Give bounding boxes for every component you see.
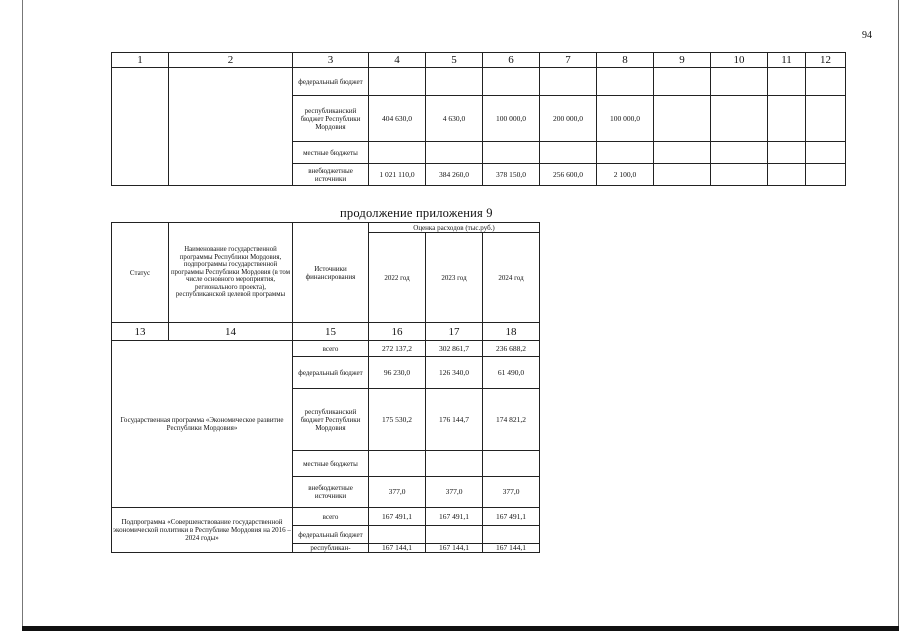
page-frame-right-line (898, 0, 899, 630)
value-cell (483, 68, 540, 96)
column-number: 3 (293, 53, 369, 68)
funding-source-label: республикан- (293, 544, 369, 553)
value-cell: 377,0 (426, 477, 483, 508)
funding-source-label: республиканский бюджет Республики Мордовия (293, 96, 369, 142)
value-cell: 404 630,0 (369, 96, 426, 142)
value-cell (711, 164, 768, 186)
value-cell: 167 144,1 (483, 544, 540, 553)
status-cell-empty (112, 68, 169, 186)
value-cell (540, 68, 597, 96)
value-cell (540, 142, 597, 164)
funding-source-label: внебюджетные источники (293, 164, 369, 186)
value-cell (426, 451, 483, 477)
table-row (112, 68, 846, 96)
funding-source-label: федеральный бюджет (293, 68, 369, 96)
name-cell-empty (169, 68, 293, 186)
program-name: Государственная программа «Экономическое развитие Республики Мордовия» (112, 341, 293, 508)
value-cell (426, 68, 483, 96)
header-row (112, 223, 540, 233)
value-cell: 256 600,0 (540, 164, 597, 186)
funding-source-label: всего (293, 341, 369, 357)
value-cell: 377,0 (483, 477, 540, 508)
value-cell: 1 021 110,0 (369, 164, 426, 186)
value-cell (369, 451, 426, 477)
funding-source-label: федеральный бюджет (293, 357, 369, 389)
value-cell: 167 491,1 (483, 508, 540, 526)
value-cell (711, 96, 768, 142)
column-number: 5 (426, 53, 483, 68)
value-cell (806, 164, 846, 186)
funding-source-label: всего (293, 508, 369, 526)
value-cell (369, 526, 426, 544)
value-cell (597, 68, 654, 96)
value-cell (806, 96, 846, 142)
value-cell (654, 164, 711, 186)
value-cell (369, 142, 426, 164)
year-header: 2022 год (369, 233, 426, 323)
column-number: 8 (597, 53, 654, 68)
continuation-title: продолжение приложения 9 (340, 206, 493, 220)
column-number: 17 (426, 323, 483, 341)
subprogram-name: Подпрограмма «Совершенствование государственной экономической политики в Республике Мордовия на 2016 – 2024 годы» (112, 508, 293, 553)
value-cell (768, 164, 806, 186)
value-cell (711, 68, 768, 96)
funding-source-label: местные бюджеты (293, 451, 369, 477)
value-cell (806, 142, 846, 164)
column-number: 15 (293, 323, 369, 341)
funding-table-top (111, 52, 846, 186)
value-cell (768, 142, 806, 164)
column-number: 13 (112, 323, 169, 341)
column-number: 16 (369, 323, 426, 341)
table-row (112, 508, 540, 526)
column-number: 1 (112, 53, 169, 68)
page-frame-left-line (22, 0, 23, 626)
value-cell: 4 630,0 (426, 96, 483, 142)
value-cell (806, 68, 846, 96)
value-cell: 167 491,1 (426, 508, 483, 526)
value-cell: 100 000,0 (483, 96, 540, 142)
column-number: 2 (169, 53, 293, 68)
value-cell (483, 451, 540, 477)
value-cell (654, 68, 711, 96)
column-number: 11 (768, 53, 806, 68)
value-cell (768, 96, 806, 142)
value-cell (483, 142, 540, 164)
value-cell: 100 000,0 (597, 96, 654, 142)
value-cell (711, 142, 768, 164)
value-cell: 126 340,0 (426, 357, 483, 389)
value-cell (768, 68, 806, 96)
value-cell (654, 96, 711, 142)
value-cell: 167 491,1 (369, 508, 426, 526)
value-cell: 167 144,1 (426, 544, 483, 553)
value-cell: 378 150,0 (483, 164, 540, 186)
value-cell: 272 137,2 (369, 341, 426, 357)
value-cell: 174 821,2 (483, 389, 540, 451)
value-cell (426, 526, 483, 544)
column-number: 9 (654, 53, 711, 68)
column-number: 7 (540, 53, 597, 68)
expense-estimate-table (111, 222, 540, 553)
table-row (112, 341, 540, 357)
value-cell: 176 144,7 (426, 389, 483, 451)
year-header: 2023 год (426, 233, 483, 323)
value-cell (483, 526, 540, 544)
value-cell (654, 142, 711, 164)
value-cell: 96 230,0 (369, 357, 426, 389)
value-cell: 175 530,2 (369, 389, 426, 451)
value-cell: 200 000,0 (540, 96, 597, 142)
funding-source-label: федеральный бюджет (293, 526, 369, 544)
source-header: Источники финансирования (293, 223, 369, 323)
name-header: Наименование государственной программы Республики Мордовия, подпрограммы государственной программы Республики Мордовия (в том числе основного мероприятия, регионального проекта), республиканской целевой программы (169, 223, 293, 323)
value-cell (597, 142, 654, 164)
funding-source-label: внебюджетные источники (293, 477, 369, 508)
column-number: 6 (483, 53, 540, 68)
column-number: 4 (369, 53, 426, 68)
value-cell: 384 260,0 (426, 164, 483, 186)
column-number: 14 (169, 323, 293, 341)
year-header: 2024 год (483, 233, 540, 323)
value-cell: 2 100,0 (597, 164, 654, 186)
column-number: 12 (806, 53, 846, 68)
value-cell (426, 142, 483, 164)
value-cell: 61 490,0 (483, 357, 540, 389)
value-cell: 167 144,1 (369, 544, 426, 553)
value-cell: 377,0 (369, 477, 426, 508)
column-number: 10 (711, 53, 768, 68)
funding-source-label: местные бюджеты (293, 142, 369, 164)
page-number: 94 (862, 30, 872, 41)
value-cell (369, 68, 426, 96)
column-number-row (112, 323, 540, 341)
value-cell: 236 688,2 (483, 341, 540, 357)
status-header: Статус (112, 223, 169, 323)
estimate-header: Оценка расходов (тыс.руб.) (369, 223, 540, 233)
page-frame-bottom-line (22, 626, 899, 631)
column-number-row (112, 53, 846, 68)
funding-source-label: республиканский бюджет Республики Мордовия (293, 389, 369, 451)
value-cell: 302 861,7 (426, 341, 483, 357)
column-number: 18 (483, 323, 540, 341)
